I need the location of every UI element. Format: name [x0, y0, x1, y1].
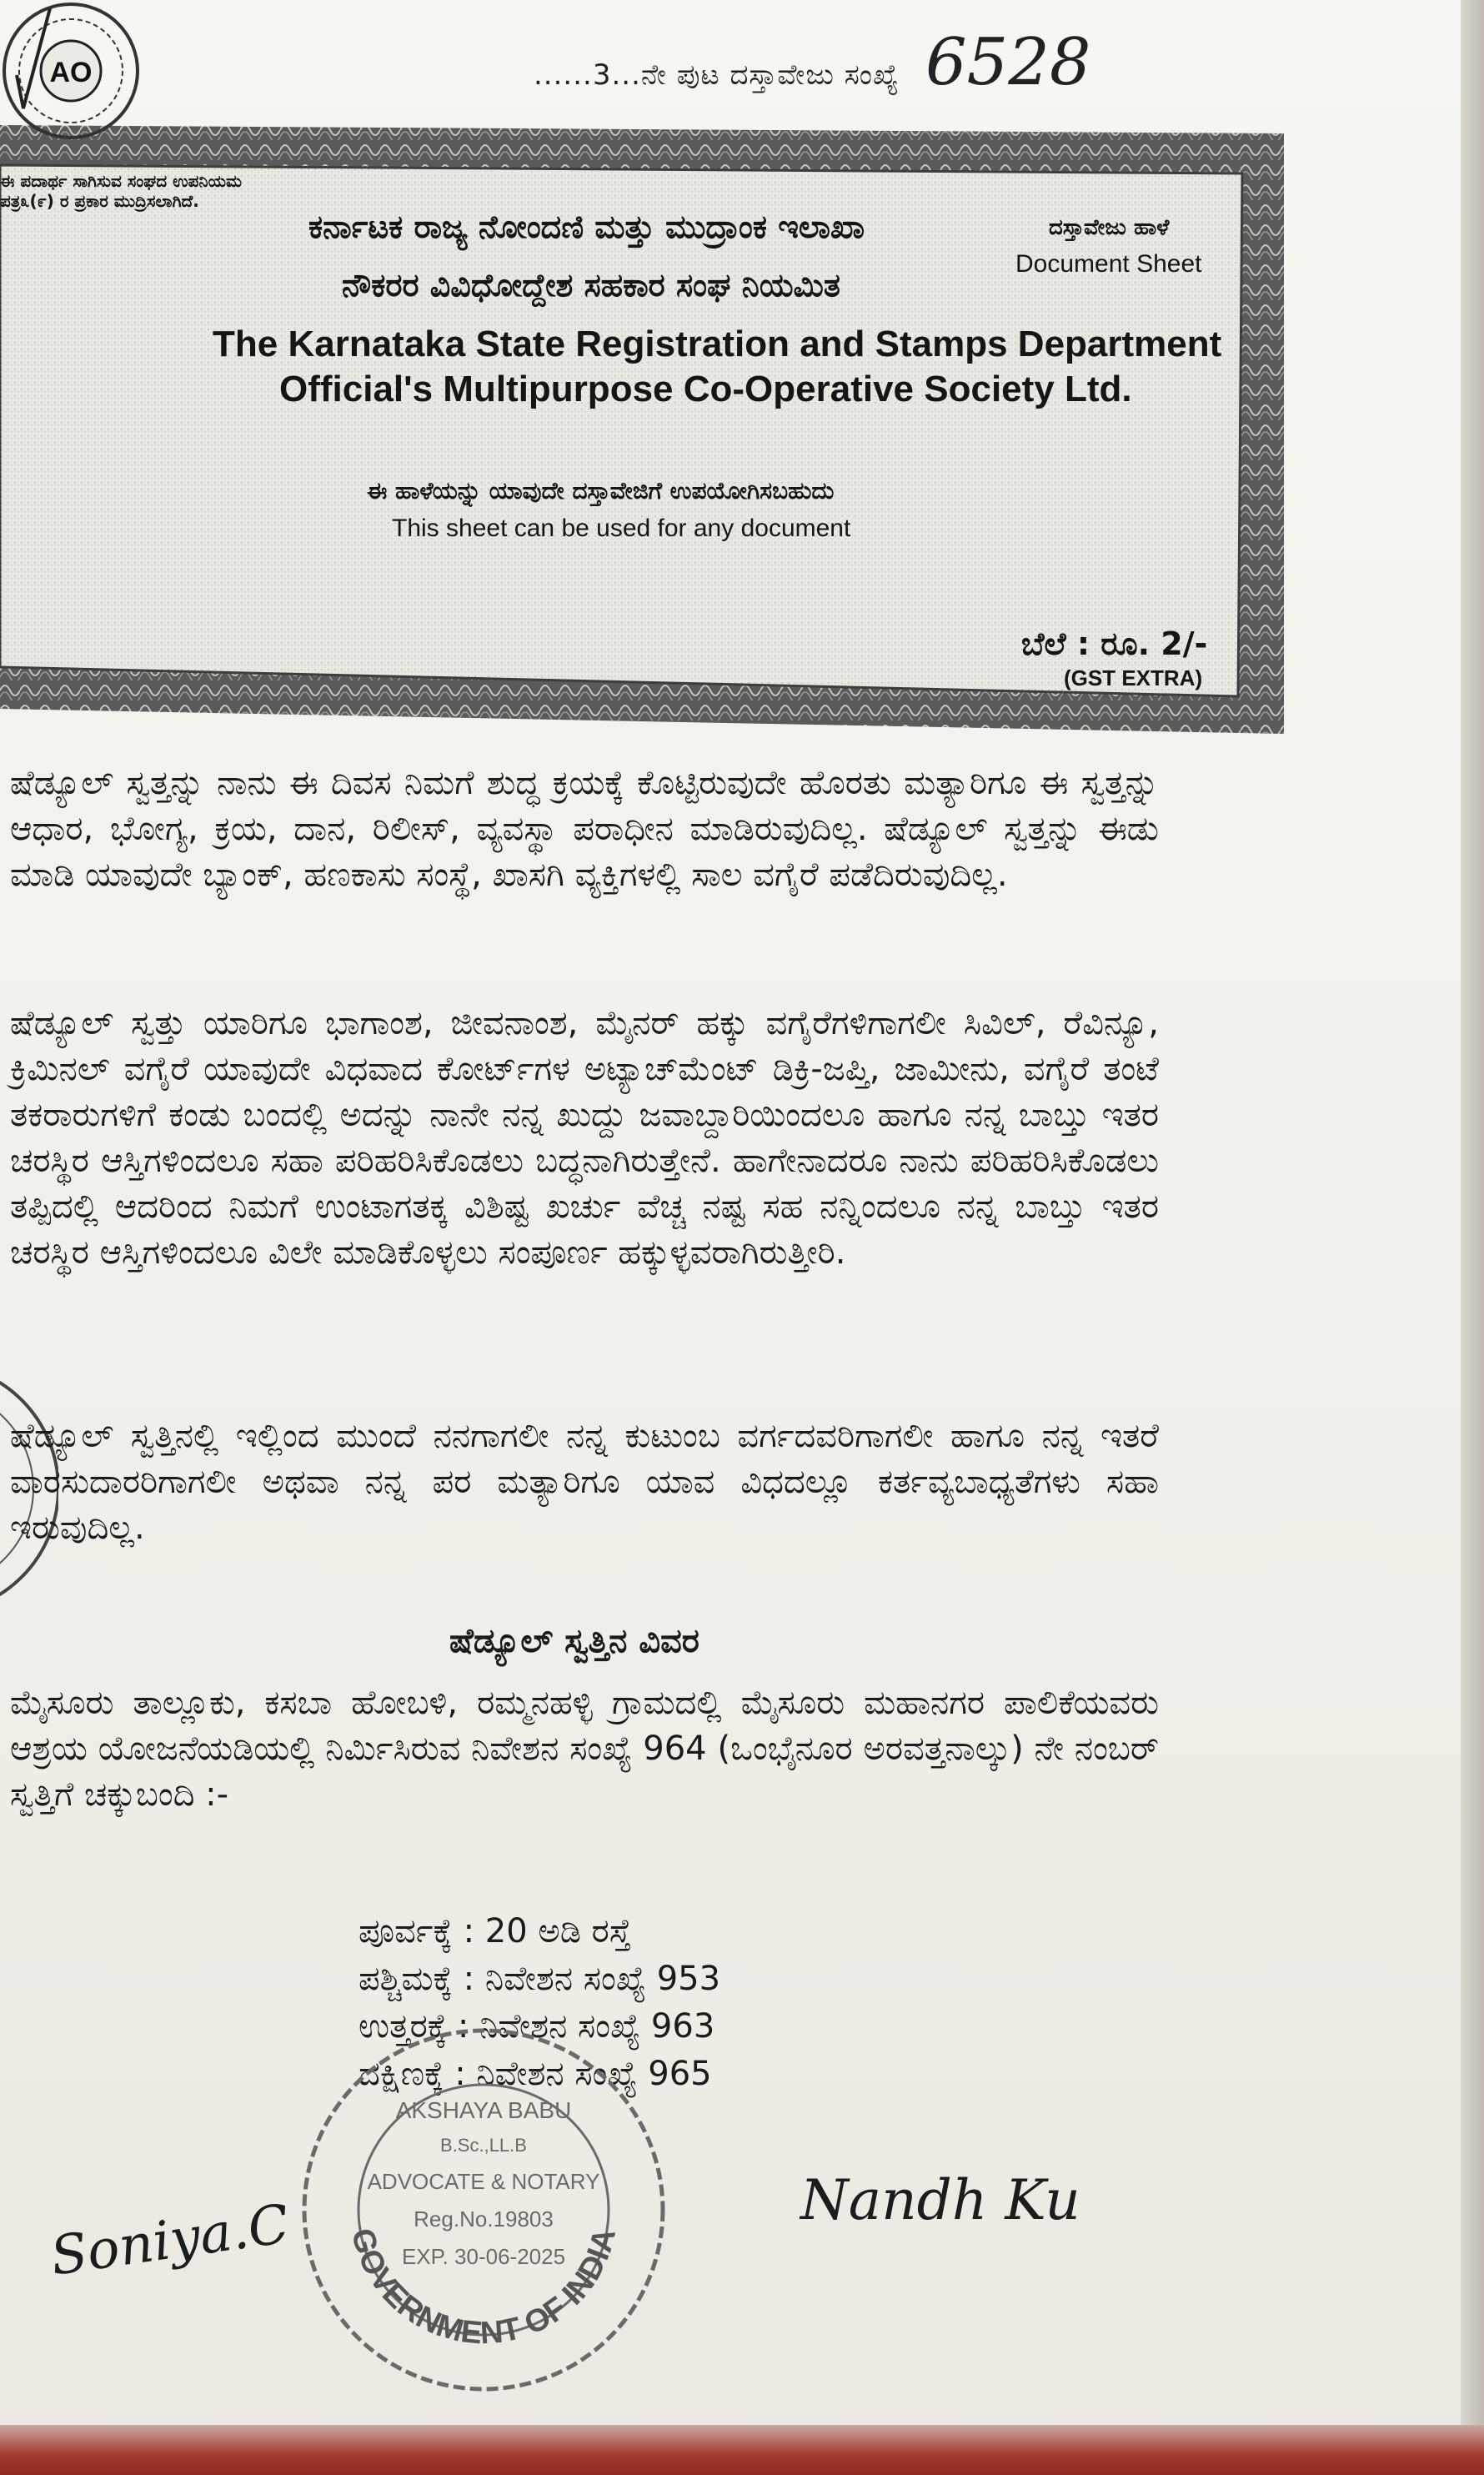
sheet-label-kannada: ದಸ್ತಾವೇಜು ಹಾಳೆ	[1049, 215, 1170, 240]
scan-bottom-strip	[0, 2425, 1484, 2475]
notary-ring-textpath: GOVERNMENT OF INDIA	[343, 2224, 624, 2352]
notary-name: AKSHAYA BABU	[395, 2097, 572, 2123]
usage-note-english: This sheet can be used for any document	[392, 515, 851, 542]
scan-edge	[1461, 0, 1484, 2475]
signature-left: Soniya.C	[47, 2193, 293, 2288]
header-small-note-line: ಈ ಪದಾರ್ಥ ಸಾಗಿಸುವ ಸಂಘದ ಉಪನಿಯಮ	[0, 171, 243, 191]
page-number-printed: ......3...ನೇ ಪುಟ ದಸ್ತಾವೇಜು ಸಂಖ್ಯೆ	[534, 58, 900, 92]
header-small-note	[0, 171, 242, 211]
clause-paragraph: ಷೆಡ್ಯೂಲ್ ಸ್ವತ್ತನ್ನು ನಾನು ಈ ದಿವಸ ನಿಮಗೆ ಶುದ್ಧ ಕ್ರಯಕ್ಕೆ ಕೊಟ್ಟಿರುವುದೇ ಹೊರತು ಮತ್ಯಾರಿಗೂ ಈ ಸ್ವತ್ತನ್ನು ಆಧಾರ, ಭೋಗ್ಯ, ಕ್ರಯ, ದಾನ, ರಿಲೀಸ್, ವ್ಯವಸ್ಥಾ ಪರಾಧೀನ ಮಾಡಿರುವುದಿಲ್ಲ. ಷೆಡ್ಯೂಲ್ ಸ್ವತ್ತನ್ನು ಈಡು ಮಾಡಿ ಯಾವುದೇ ಬ್ಯಾಂಕ್, ಹಣಕಾಸು ಸಂಸ್ಥೆ, ಖಾಸಗಿ ವ್ಯಕ್ತಿಗಳಲ್ಲಿ ಸಾಲ ವಗೈರೆ ಪಡೆದಿರುವುದಿಲ್ಲ.	[10, 764, 1159, 894]
seal-text: AO	[49, 57, 93, 88]
signature-right: Nandh Ku	[800, 2168, 1080, 2232]
boundary-north: ಉತ್ತರಕ್ಕೆ : ನಿವೇಶನ ಸಂಖ್ಯೆ 963	[358, 2007, 715, 2046]
notary-expiry: EXP. 30-06-2025	[401, 2244, 566, 2269]
notary-title: ADVOCATE & NOTARY	[367, 2169, 600, 2194]
department-title-english: The Karnataka State Registration and Stamps Department	[213, 324, 1222, 364]
society-title-kannada: ನೌಕರರ ವಿವಿಧೋದ್ದೇಶ ಸಹಕಾರ ಸಂಘ ನಿಯಮಿತ	[342, 267, 841, 304]
boundary-west: ಪಶ್ಚಿಮಕ್ಕೆ : ನಿವೇಶನ ಸಂಖ್ಯೆ 953	[358, 1960, 721, 1998]
usage-note-kannada: ಈ ಹಾಳೆಯನ್ನು ಯಾವುದೇ ದಸ್ತಾವೇಜಿಗೆ ಉಪಯೋಗಿಸಬಹುದು	[367, 477, 835, 505]
department-title-kannada: ಕರ್ನಾಟಕ ರಾಜ್ಯ ನೋಂದಣಿ ಮತ್ತು ಮುದ್ರಾಂಕ ಇಲಾಖಾ	[308, 208, 865, 245]
notary-degree: B.Sc.,LL.B	[440, 2135, 527, 2156]
sheet-price: ಬೆಲೆ : ರೂ. 2/-	[1021, 625, 1208, 662]
sheet-label-english: Document Sheet	[1015, 250, 1202, 278]
society-title-english: Official's Multipurpose Co-Operative Society Ltd.	[279, 369, 1132, 409]
check-mark-icon	[0, 0, 67, 125]
clause-paragraph: ಷೆಡ್ಯೂಲ್ ಸ್ವತ್ತಿನಲ್ಲಿ ಇಲ್ಲಿಂದ ಮುಂದೆ ನನಗಾಗಲೀ ನನ್ನ ಕುಟುಂಬ ವರ್ಗದವರಿಗಾಗಲೀ ಹಾಗೂ ನನ್ನ ಇತರೆ ವಾರಸುದಾರರಿಗಾಗಲೀ ಅಥವಾ ನನ್ನ ಪರ ಮತ್ಯಾರಿಗೂ ಯಾವ ವಿಧದಲ್ಲೂ ಕರ್ತವ್ಯಬಾಧ್ಯತೆಗಳು ಸಹಾ ಇರುವುದಿಲ್ಲ.	[10, 1417, 1159, 1547]
notary-seal	[275, 2001, 692, 2418]
page-number-handwritten: 6528	[925, 25, 1091, 100]
clause-paragraph: ಷೆಡ್ಯೂಲ್ ಸ್ವತ್ತು ಯಾರಿಗೂ ಭಾಗಾಂಶ, ಜೀವನಾಂಶ, ಮೈನರ್ ಹಕ್ಕು ವಗೈರೆಗಳಿಗಾಗಲೀ ಸಿವಿಲ್, ರೆವಿನ್ಯೂ, ಕ್ರಿಮಿನಲ್ ವಗೈರೆ ಯಾವುದೇ ವಿಧವಾದ ಕೋರ್ಟ್‌ಗಳ ಅಟ್ಯಾಚ್‌ಮೆಂಟ್ ಡಿಕ್ರಿ-ಜಪ್ತಿ, ಜಾಮೀನು, ವಗೈರೆ ತಂಟೆ ತಕರಾರುಗಳಿಗೆ ಕಂಡು ಬಂದಲ್ಲಿ ಅದನ್ನು ನಾನೇ ನನ್ನ ಖುದ್ದು ಜವಾಬ್ದಾರಿಯಿಂದಲೂ ಹಾಗೂ ನನ್ನ ಬಾಬ್ತು ಇತರ ಚರಸ್ಥಿರ ಆಸ್ತಿಗಳಿಂದಲೂ ಸಹಾ ಪರಿಹರಿಸಿಕೊಡಲು ಬದ್ಧನಾಗಿರುತ್ತೇನೆ. ಹಾಗೇನಾದರೂ ನಾನು ಪರಿಹರಿಸಿಕೊಡಲು ತಪ್ಪಿದಲ್ಲಿ ಆದರಿಂದ ನಿಮಗೆ ಉಂಟಾಗತಕ್ಕ ವಿಶಿಷ್ಟ ಖರ್ಚು ವೆಚ್ಚ ನಷ್ಟ ಸಹ ನನ್ನಿಂದಲೂ ನನ್ನ ಬಾಬ್ತು ಇತರ ಚರಸ್ಥಿರ ಆಸ್ತಿಗಳಿಂದಲೂ ವಿಲೇ ಮಾಡಿಕೊಳ್ಳಲು ಸಂಪೂರ್ಣ ಹಕ್ಕುಳ್ಳವರಾಗಿರುತ್ತೀರಿ.	[10, 1004, 1159, 1272]
schedule-description: ಮೈಸೂರು ತಾಲ್ಲೂಕು, ಕಸಬಾ ಹೋಬಳಿ, ರಮ್ಮನಹಳ್ಳಿ ಗ್ರಾಮದಲ್ಲಿ ಮೈಸೂರು ಮಹಾನಗರ ಪಾಲಿಕೆಯವರು ಆಶ್ರಯ ಯೋಜನೆಯಡಿಯಲ್ಲಿ ನಿರ್ಮಿಸಿರುವ ನಿವೇಶನ ಸಂಖ್ಯೆ 964 (ಒಂಭೈನೂರ ಅರವತ್ತನಾಲ್ಕು) ನೇ ನಂಬರ್ ಸ್ವತ್ತಿಗೆ ಚಕ್ಕುಬಂದಿ :-	[10, 1684, 1159, 1814]
gst-note: (GST EXTRA)	[1064, 665, 1203, 690]
header-small-note-line: ಪತ್ರ೩(೯) ರ ಪ್ರಕಾರ ಮುದ್ರಿಸಲಾಗಿದೆ.	[0, 191, 199, 211]
notary-reg-no: Reg.No.19803	[414, 2206, 554, 2232]
boundary-east: ಪೂರ್ವಕ್ಕೆ : 20 ಅಡಿ ರಸ್ತೆ	[358, 1912, 632, 1950]
stamp-paper-header	[0, 0, 1284, 751]
boundary-south: ದಕ್ಷಿಣಕ್ಕೆ : ನಿವೇಶನ ಸಂಖ್ಯೆ 965	[358, 2055, 712, 2093]
schedule-title: ಷೆಡ್ಯೂಲ್ ಸ್ವತ್ತಿನ ವಿವರ	[449, 1622, 699, 1660]
